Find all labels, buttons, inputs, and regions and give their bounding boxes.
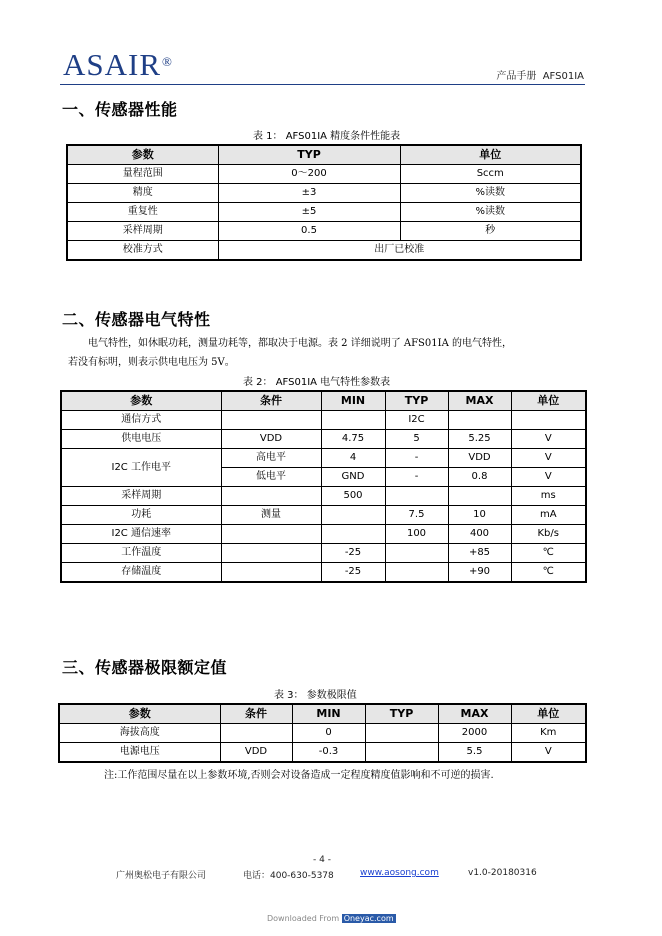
header-rule bbox=[60, 84, 585, 85]
table-cell: VDD bbox=[448, 449, 511, 468]
paragraph-line: 若没有标明，则表示供电电压为 5V。 bbox=[68, 357, 235, 368]
table-cell: -0.3 bbox=[292, 743, 365, 763]
table-cell: 4.75 bbox=[321, 430, 385, 449]
table-cell: V bbox=[511, 449, 586, 468]
table-cell: 0～200 bbox=[218, 165, 400, 184]
table-cell: 采样周期 bbox=[61, 487, 221, 506]
column-header: MIN bbox=[321, 391, 385, 411]
column-header: 参数 bbox=[61, 391, 221, 411]
table-header-row bbox=[59, 704, 586, 724]
table-cell: V bbox=[511, 468, 586, 487]
table-cell: 400 bbox=[448, 525, 511, 544]
table-cell bbox=[321, 525, 385, 544]
performance-table bbox=[66, 144, 582, 261]
table-cell: 5 bbox=[385, 430, 448, 449]
table-cell bbox=[365, 743, 438, 763]
version-label: v1.0-20180316 bbox=[468, 868, 537, 878]
table-cell: ±5 bbox=[218, 203, 400, 222]
table-cell: 100 bbox=[385, 525, 448, 544]
downloaded-from bbox=[267, 914, 396, 923]
table-cell: 存储温度 bbox=[61, 563, 221, 583]
table-cell bbox=[221, 487, 321, 506]
table2-caption: 表 2： AFS01IA 电气特性参数表 bbox=[243, 377, 391, 388]
table3-caption: 表 3： 参数极限值 bbox=[274, 690, 357, 701]
table-row bbox=[61, 411, 586, 430]
footnote: 注:工作范围尽量在以上参数环境,否则会对设备造成一定程度精度值影响和不可逆的损害. bbox=[104, 770, 494, 781]
table-cell: mA bbox=[511, 506, 586, 525]
table-cell: 500 bbox=[321, 487, 385, 506]
table-cell: 校准方式 bbox=[67, 241, 218, 261]
company-name: 广州奥松电子有限公司 bbox=[116, 871, 207, 881]
table-cell: V bbox=[511, 430, 586, 449]
table-cell bbox=[220, 724, 292, 743]
doc-label: 产品手册 bbox=[496, 71, 537, 82]
column-header: 单位 bbox=[400, 145, 581, 165]
column-header: MAX bbox=[448, 391, 511, 411]
table-cell: ±3 bbox=[218, 184, 400, 203]
table-cell: 通信方式 bbox=[61, 411, 221, 430]
table-header-row bbox=[61, 391, 586, 411]
table-cell: Km bbox=[511, 724, 586, 743]
table-cell bbox=[321, 411, 385, 430]
table-cell: -25 bbox=[321, 544, 385, 563]
table-cell: ms bbox=[511, 487, 586, 506]
table-cell bbox=[221, 544, 321, 563]
doc-header-label bbox=[496, 67, 584, 82]
table-header-row bbox=[67, 145, 581, 165]
table-cell: %读数 bbox=[400, 203, 581, 222]
table-row bbox=[61, 525, 586, 544]
paragraph-line: 电气特性，如休眠功耗，测量功耗等，都取决于电源。表 2 详细说明了 AFS01IA 的电气特性， bbox=[88, 338, 512, 349]
column-header: 参数 bbox=[67, 145, 218, 165]
table-cell: GND bbox=[321, 468, 385, 487]
column-header: TYP bbox=[365, 704, 438, 724]
table-row bbox=[61, 430, 586, 449]
table-cell bbox=[385, 563, 448, 583]
table-row bbox=[61, 506, 586, 525]
table-cell: Kb/s bbox=[511, 525, 586, 544]
table-row bbox=[61, 544, 586, 563]
table-cell: 工作温度 bbox=[61, 544, 221, 563]
section-title-limits: 三、传感器极限额定值 bbox=[62, 658, 228, 677]
section-title-electrical: 二、传感器电气特性 bbox=[62, 310, 211, 329]
column-header: 参数 bbox=[59, 704, 220, 724]
table-row bbox=[67, 222, 581, 241]
table-cell: VDD bbox=[220, 743, 292, 763]
column-header: 条件 bbox=[220, 704, 292, 724]
table-cell: ℃ bbox=[511, 544, 586, 563]
table-cell bbox=[385, 544, 448, 563]
table-cell: 低电平 bbox=[221, 468, 321, 487]
table-cell: 精度 bbox=[67, 184, 218, 203]
downloaded-prefix: Downloaded From bbox=[267, 914, 340, 923]
table-cell: - bbox=[385, 468, 448, 487]
table-row bbox=[67, 241, 581, 261]
table-cell: VDD bbox=[221, 430, 321, 449]
column-header: MAX bbox=[438, 704, 511, 724]
table-cell: -25 bbox=[321, 563, 385, 583]
table-cell bbox=[365, 724, 438, 743]
table-cell: 测量 bbox=[221, 506, 321, 525]
table-cell: ℃ bbox=[511, 563, 586, 583]
table-cell: +90 bbox=[448, 563, 511, 583]
table-row bbox=[59, 724, 586, 743]
table-cell: V bbox=[511, 743, 586, 763]
table-cell bbox=[511, 411, 586, 430]
table-cell: 供电电压 bbox=[61, 430, 221, 449]
table-cell bbox=[321, 506, 385, 525]
table-row bbox=[67, 184, 581, 203]
column-header: TYP bbox=[385, 391, 448, 411]
table-cell: 量程范围 bbox=[67, 165, 218, 184]
column-header: TYP bbox=[218, 145, 400, 165]
table-cell: 功耗 bbox=[61, 506, 221, 525]
electrical-table bbox=[60, 390, 587, 583]
column-header: 单位 bbox=[511, 391, 586, 411]
table-cell: 10 bbox=[448, 506, 511, 525]
table-cell bbox=[385, 487, 448, 506]
limits-table bbox=[58, 703, 587, 763]
table-cell bbox=[448, 411, 511, 430]
table-cell bbox=[221, 411, 321, 430]
table-row bbox=[61, 563, 586, 583]
table-row bbox=[61, 487, 586, 506]
section-title-performance: 一、传感器性能 bbox=[62, 100, 178, 119]
table-cell: 4 bbox=[321, 449, 385, 468]
table-cell: 5.5 bbox=[438, 743, 511, 763]
table-cell: 0.5 bbox=[218, 222, 400, 241]
column-header: MIN bbox=[292, 704, 365, 724]
table-cell: 电源电压 bbox=[59, 743, 220, 763]
table-cell: 采样周期 bbox=[67, 222, 218, 241]
column-header: 单位 bbox=[511, 704, 586, 724]
table-cell bbox=[221, 525, 321, 544]
phone-number: 电话：400-630-5378 bbox=[243, 871, 334, 881]
table-cell: 0 bbox=[292, 724, 365, 743]
doc-model: AFS01IA bbox=[542, 71, 584, 82]
table-row bbox=[67, 203, 581, 222]
table-cell: 7.5 bbox=[385, 506, 448, 525]
table-cell: 秒 bbox=[400, 222, 581, 241]
table-cell: I2C bbox=[385, 411, 448, 430]
table-cell: I2C 工作电平 bbox=[61, 449, 221, 487]
table-cell: 2000 bbox=[438, 724, 511, 743]
asair-logo: ASAIR® bbox=[63, 47, 173, 82]
table-cell: 重复性 bbox=[67, 203, 218, 222]
table-cell: 海拔高度 bbox=[59, 724, 220, 743]
table-row bbox=[67, 165, 581, 184]
table-cell: 0.8 bbox=[448, 468, 511, 487]
table-cell: Sccm bbox=[400, 165, 581, 184]
table-cell: I2C 通信速率 bbox=[61, 525, 221, 544]
table-row bbox=[59, 743, 586, 763]
table-cell bbox=[221, 563, 321, 583]
table-cell: - bbox=[385, 449, 448, 468]
table-row bbox=[61, 449, 586, 468]
table-cell: 高电平 bbox=[221, 449, 321, 468]
table-cell bbox=[448, 487, 511, 506]
column-header: 条件 bbox=[221, 391, 321, 411]
table-cell: 出厂已校准 bbox=[218, 241, 581, 261]
website-link[interactable]: www.aosong.com bbox=[360, 868, 439, 878]
table-cell: 5.25 bbox=[448, 430, 511, 449]
page-number: - 4 - bbox=[313, 855, 331, 865]
table-cell: +85 bbox=[448, 544, 511, 563]
table-cell: %读数 bbox=[400, 184, 581, 203]
oneyac-badge[interactable]: Oneyac.com bbox=[343, 914, 394, 923]
website-link-wrap bbox=[360, 868, 439, 878]
table1-caption: 表 1： AFS01IA 精度条件性能表 bbox=[253, 131, 401, 142]
